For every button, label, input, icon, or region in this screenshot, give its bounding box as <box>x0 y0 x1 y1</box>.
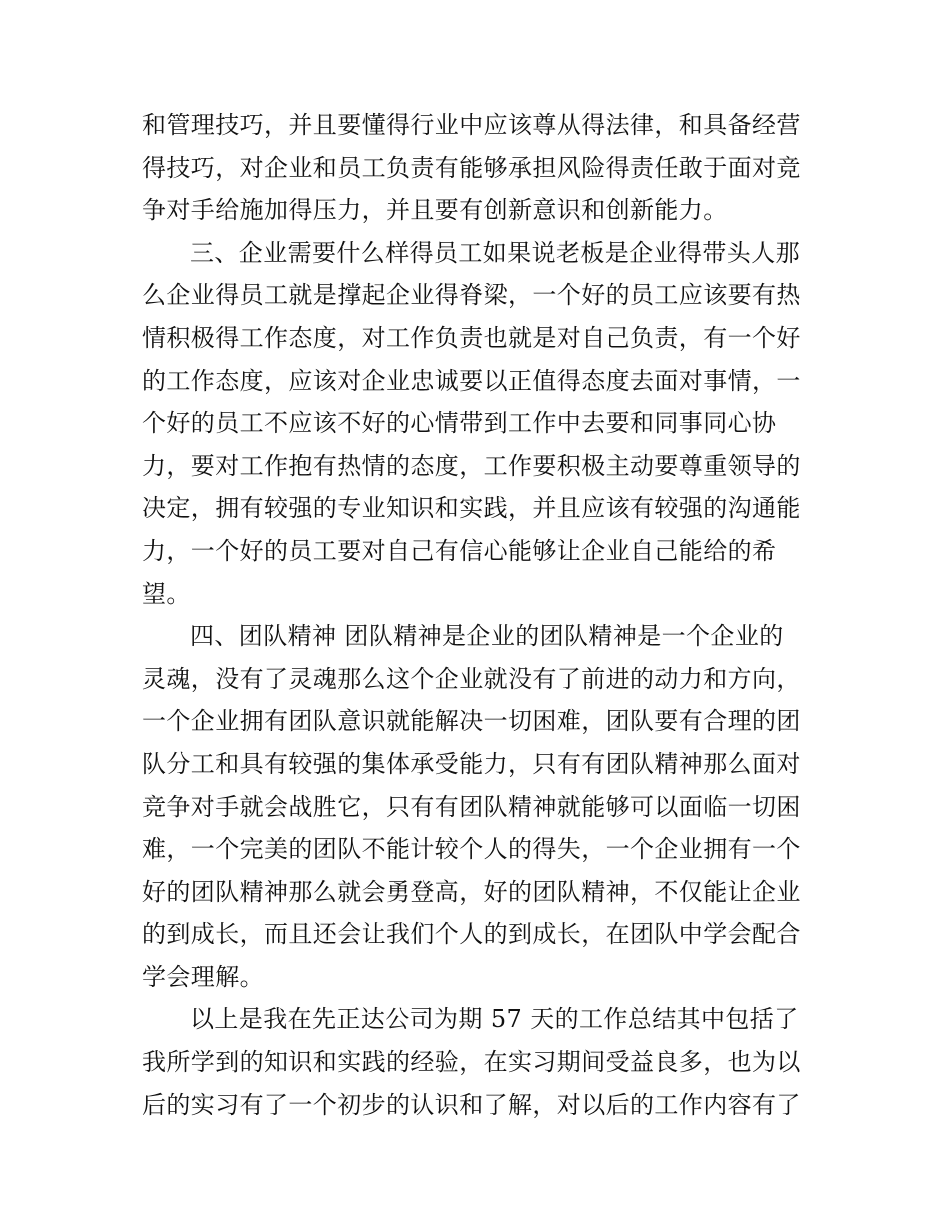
paragraph-start-line: 四、团队精神 团队精神是企业的团队精神是一个企业的 <box>190 622 784 651</box>
text-line: 么企业得员工就是撑起企业得脊梁，一个好的员工应该要有热 <box>142 281 801 310</box>
paragraph-start-line: 三、企业需要什么样得员工如果说老板是企业得带头人那 <box>190 238 800 267</box>
body-text <box>142 104 814 1126</box>
text-line: 一个企业拥有团队意识就能解决一切困难，团队要有合理的团 <box>142 707 801 736</box>
text-line: 好的团队精神那么就会勇登高，好的团队精神，不仅能让企业 <box>142 877 801 906</box>
text-line: 得技巧，对企业和员工负责有能够承担风险得责任敢于面对竞 <box>142 153 801 182</box>
text-line: 我所学到的知识和实践的经验，在实习期间受益良多，也为以 <box>142 1048 801 1077</box>
text-line: 情积极得工作态度，对工作负责也就是对自己负责，有一个好 <box>142 323 801 352</box>
text-line: 的工作态度，应该对企业忠诚要以正值得态度去面对事情，一 <box>142 366 801 395</box>
text-line: 的到成长，而且还会让我们个人的到成长，在团队中学会配合 <box>142 920 801 949</box>
text-line: 和管理技巧，并且要懂得行业中应该尊从得法律，和具备经营 <box>142 111 801 139</box>
text-line: 难，一个完美的团队不能计较个人的得失，一个企业拥有一个 <box>142 835 801 864</box>
text-line: 个好的员工不应该不好的心情带到工作中去要和同事同心协 <box>142 409 777 438</box>
text-line: 灵魂，没有了灵魂那么这个企业就没有了前进的动力和方向， <box>142 664 801 693</box>
text-line: 竞争对手就会战胜它，只有有团队精神就能够可以面临一切困 <box>142 792 801 821</box>
text-line: 望。 <box>142 579 191 608</box>
text-line: 力，要对工作抱有热情的态度，工作要积极主动要尊重领导的 <box>142 451 801 480</box>
text-line: 决定，拥有较强的专业知识和实践，并且应该有较强的沟通能 <box>142 494 801 523</box>
text-line: 队分工和具有较强的集体承受能力，只有有团队精神那么面对 <box>142 749 801 778</box>
text-line: 力，一个好的员工要对自己有信心能够让企业自己能给的希 <box>142 536 777 565</box>
paragraph-start-line: 以上是我在先正达公司为期 57 天的工作总结其中包括了 <box>190 1005 799 1034</box>
text-line: 学会理解。 <box>142 962 264 991</box>
text-line: 争对手给施加得压力，并且要有创新意识和创新能力。 <box>142 196 728 225</box>
text-line: 后的实习有了一个初步的认识和了解，对以后的工作内容有了 <box>142 1090 801 1119</box>
